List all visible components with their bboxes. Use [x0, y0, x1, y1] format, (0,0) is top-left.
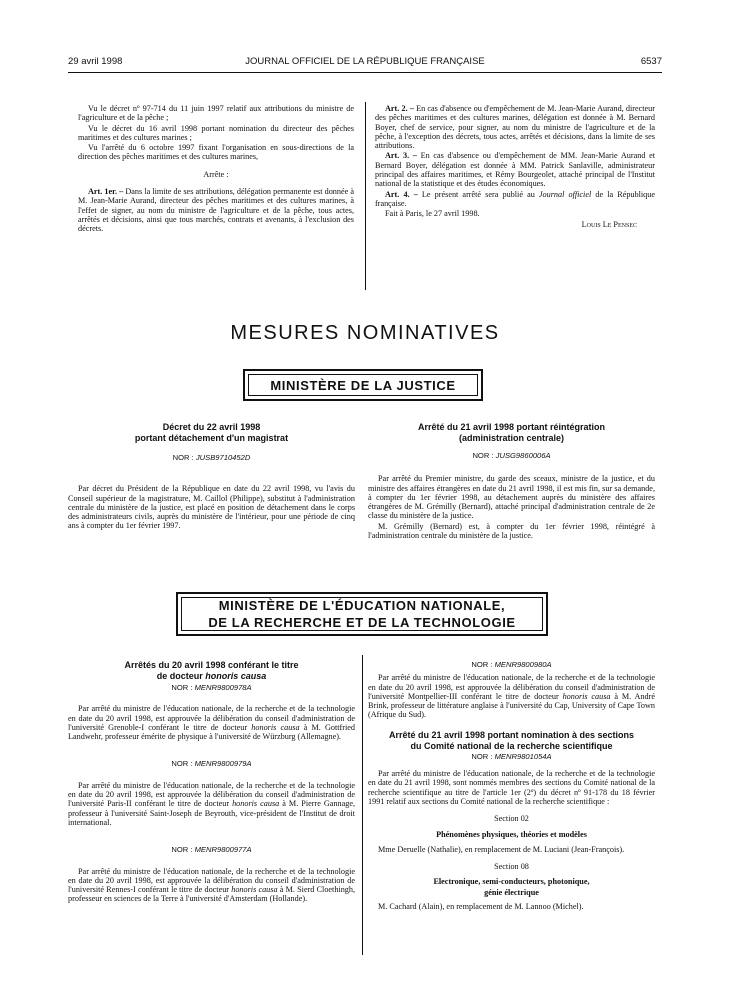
- visa-2: Vu le décret du 16 avril 1998 portant nomination du directeur des pêches maritimes et des cultures marines ;: [78, 123, 354, 142]
- ministry-education-title-2: DE LA RECHERCHE ET DE LA TECHNOLOGIE: [208, 615, 516, 630]
- nor-1: [68, 683, 355, 692]
- top-right-column: [375, 104, 655, 230]
- nor-label: NOR :: [471, 751, 493, 761]
- header-journal-title: JOURNAL OFFICIEL DE LA RÉPUBLIQUE FRANÇAISE: [245, 56, 485, 67]
- honoris-body-1b: à M. Gottfried Landwehr, professeur émérite de physique à l'université de Würzburg (Allemagne).: [68, 722, 356, 742]
- reintegration-body-2: M. Grémilly (Bernard) est, à compter du 1er février 1998, réintégré à l'administration centrale du ministère de la justice.: [368, 521, 655, 541]
- section-08-title-2: génie électrique: [484, 887, 539, 897]
- section-02: Section 02: [494, 814, 529, 824]
- page-header: [68, 56, 662, 70]
- justice-right-column: [368, 422, 655, 541]
- ministry-education-box: [176, 592, 548, 636]
- column-divider-education: [362, 655, 363, 955]
- article-2: [375, 104, 655, 150]
- section-title-mesures: MESURES NOMINATIVES: [230, 322, 500, 344]
- reintegration-body-1: Par arrêté du Premier ministre, du garde des sceaux, ministre de la justice, et du ministre des affaires étrangères en date du 21 avril 1998, il est mis fin, sur sa demande, à compter du 1er février 1998, au détachement auprès du ministère des affaires étrangères de M. Grémilly (Bernard), attaché principal d'administration centrale de 2e classe du ministère de la justice.: [368, 474, 655, 521]
- honoris-causa: honoris causa: [562, 691, 611, 701]
- honoris-body-4a: Par arrêté du ministre de l'éducation nationale, de la recherche et de la technologie en date du 20 avril 1998, est approuvée la délibération du conseil d'administration de l'université Montpellier-III conférant le titre de docteur: [368, 673, 655, 701]
- nor-label: NOR :: [471, 660, 493, 669]
- honoris-body-3: [68, 867, 355, 904]
- honoris-title-2: [68, 671, 355, 681]
- fait-a-paris: Fait à Paris, le 27 avril 1998.: [385, 209, 480, 219]
- comite-body: Par arrêté du ministre de l'éducation nationale, de la recherche et de la technologie en date du 21 avril 1998, sont nommés membres des sections du Comité national de la recherche scientifique au titre de l'article 1er (2º) du décret nº 91-178 du 18 février 1991 relatif aux sections du Comité national de la recherche scientifique :: [368, 769, 655, 806]
- article-2-label: Art. 2. –: [385, 104, 414, 113]
- ministry-education-title-1: MINISTÈRE DE L'ÉDUCATION NATIONALE,: [218, 598, 506, 613]
- header-date: 29 avril 1998: [68, 56, 123, 67]
- arrete-reintegration-nor: [368, 451, 655, 460]
- decret-title-2: portant détachement d'un magistrat: [134, 433, 289, 443]
- ministry-justice-box: [243, 369, 483, 401]
- ministry-justice-title: MINISTÈRE DE LA JUSTICE: [270, 377, 456, 393]
- section-02-title: Phénomènes physiques, théories et modèles: [436, 829, 587, 839]
- honoris-causa: honoris causa: [232, 799, 280, 809]
- article-3: [375, 151, 655, 188]
- honoris-body-4: [368, 673, 655, 719]
- arrete-reintegration-title-1: Arrêté du 21 avril 1998 portant réintégration: [417, 422, 606, 432]
- article-4: [375, 190, 655, 209]
- nor-label: NOR :: [171, 759, 193, 769]
- honoris-title-1: Arrêtés du 20 avril 1998 conférant le titre: [124, 660, 299, 670]
- nor-label: NOR :: [172, 453, 194, 462]
- visa-1: Vu le décret nº 97-714 du 11 juin 1997 relatif aux attributions du ministre de l'agriculture et de la pêche ;: [78, 104, 354, 123]
- decret-nor: [68, 453, 355, 462]
- honoris-body-2b: à M. Pierre Gannage, professeur à l'université Saint-Joseph de Beyrouth, vice-président de l'Institut de droit international.: [68, 799, 356, 827]
- signature: Louis Le Pensec: [581, 219, 637, 229]
- nor-label: NOR :: [171, 845, 193, 855]
- nor-code: MENR9801054A: [494, 751, 552, 761]
- honoris-body-2: [68, 781, 355, 827]
- nor-code: MENR9800977A: [194, 845, 252, 855]
- comite-title-2: du Comité national de la recherche scientifique: [410, 740, 613, 751]
- education-right-column: [368, 660, 655, 912]
- nor-3: [68, 845, 355, 854]
- nor-code: MENR9800980A: [494, 660, 552, 669]
- nor-label: NOR :: [472, 451, 494, 460]
- section-02-body: Mme Deruelle (Nathalie), en remplacement de M. Luciani (Jean-François).: [378, 844, 625, 854]
- article-4-label: Art. 4. –: [385, 189, 418, 199]
- article-4-journal: Journal officiel: [538, 189, 592, 199]
- decret-title-1: Décret du 22 avril 1998: [162, 422, 261, 432]
- nor-code: JUSG9860006A: [495, 451, 551, 460]
- article-1: [78, 187, 354, 233]
- article-2-text: En cas d'absence ou d'empêchement de M. Jean-Marie Aurand, directeur des pêches maritimes et des cultures marines, délégation est donnée à M. Bernard Boyer, chef de service, pour signer, au nom du ministre de l'agriculture et de la pêche, à l'exception des décrets, tous actes, arrêtés et décisions, dans la limite de ses attributions.: [375, 104, 655, 151]
- nor-code: MENR9800978A: [194, 683, 252, 692]
- article-4-text-a: Le présent arrêté sera publié au: [421, 189, 535, 199]
- justice-left-column: [68, 422, 355, 532]
- honoris-title-2b: honoris causa: [205, 671, 267, 681]
- nor-code: MENR9800979A: [194, 759, 252, 769]
- honoris-body-1a: Par arrêté du ministre de l'éducation nationale, de la recherche et de la technologie en date du 20 avril 1998, est approuvée la délibération du conseil d'administration de l'université Grenoble-I conférant le titre de docteur: [68, 704, 355, 732]
- article-3-text: En cas d'absence ou d'empêchement de MM. Jean-Marie Aurand et Bernard Boyer, délégation est donnée à MM. Patrick Sanlaville, administrateur principal des affaires maritimes, et Rémy Bourgeolet, attaché principal de l'Institut national de la statistique et des études économiques.: [375, 151, 655, 189]
- honoris-causa: honoris causa: [231, 885, 278, 895]
- honoris-body-3b: à M. Sierd Cloethingh, professeur en sciences de la Terre à l'université d'Amsterdam (Hollande).: [68, 885, 356, 904]
- honoris-causa: honoris causa: [251, 722, 300, 732]
- comite-title-1: Arrêté du 21 avril 1998 portant nomination à des sections: [388, 729, 635, 740]
- honoris-title-2a: de docteur: [156, 671, 203, 681]
- article-4-text-b: de la République française.: [375, 189, 655, 208]
- decret-body: Par décret du Président de la République en date du 22 avril 1998, vu l'avis du Conseil supérieur de la magistrature, M. Caillol (Philippe), substitut à l'administration centrale du ministère de la justice, est placé en position de détachement dans le corps des administrateurs civils, auprès du ministère de l'intérieur, pour une période de cinq ans à compter du 1er février 1997.: [68, 484, 355, 531]
- honoris-body-2a: Par arrêté du ministre de l'éducation nationale, de la recherche et de la technologie en date du 20 avril 1998, est approuvée la délibération du conseil d'administration de l'université Paris-II conférant le titre de docteur: [68, 780, 355, 809]
- nor-5: [368, 752, 655, 761]
- education-left-column: [68, 660, 355, 905]
- arrete-reintegration-title-2: (administration centrale): [458, 433, 565, 443]
- nor-label: NOR :: [171, 683, 193, 692]
- honoris-body-3a: Par arrêté du ministre de l'éducation nationale, de la recherche et de la technologie en date du 20 avril 1998, est approuvée la délibération du conseil d'administration de l'université Rennes-I conférant le titre de docteur: [68, 866, 355, 895]
- article-1-text: Dans la limite de ses attributions, délégation permanente est donnée à M. Jean-Marie Aurand, directeur des pêches maritimes et des cultures marines, à l'effet de signer, au nom du ministre de l'agriculture et de la pêche, tous actes, arrêtés et décisions, ainsi que tous marchés, contrats et avenants, à l'exclusion des décrets.: [78, 187, 354, 234]
- nor-2: [68, 759, 355, 768]
- honoris-body-4b: à M. André Brink, professeur de littérature anglaise à l'université du Cap, University of Cape Town (Afrique du Sud).: [368, 691, 656, 720]
- section-08-title-1: Electronique, semi-conducteurs, photonique,: [433, 877, 590, 887]
- nor-code: JUSB9710452D: [195, 453, 251, 462]
- top-left-column: [78, 104, 354, 235]
- section-08: Section 08: [494, 862, 529, 872]
- header-page-number: 6537: [640, 56, 662, 67]
- header-rule: [68, 72, 662, 73]
- article-1-label: Art. 1er. –: [88, 187, 124, 197]
- section-08-body: M. Cachard (Alain), en remplacement de M. Lannoo (Michel).: [378, 902, 584, 912]
- column-divider: [365, 102, 366, 290]
- visa-3: Vu l'arrêté du 6 octobre 1997 fixant l'organisation en sous-directions de la direction des pêches maritimes et des cultures marines,: [78, 143, 354, 162]
- nor-4: [368, 660, 655, 669]
- honoris-body-1: [68, 704, 355, 741]
- article-3-label: Art. 3. –: [385, 151, 417, 161]
- arrete-label: Arrête :: [203, 169, 229, 179]
